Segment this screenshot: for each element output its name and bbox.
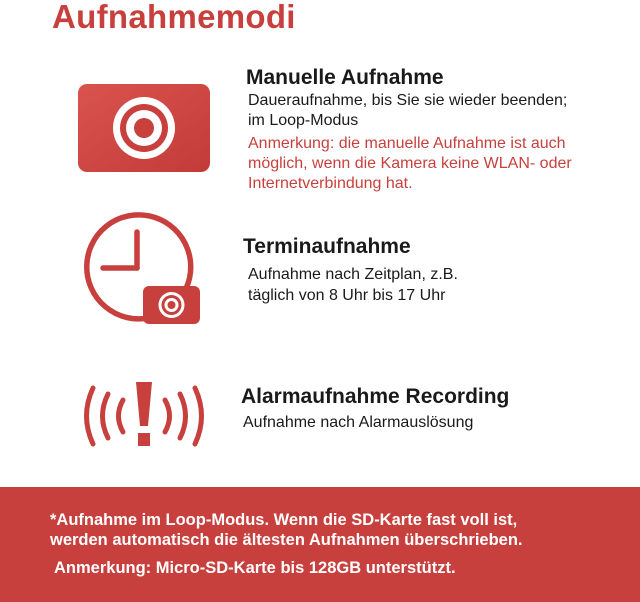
mode-title-schedule: Terminaufnahme bbox=[243, 235, 411, 258]
alarm-icon bbox=[78, 378, 210, 452]
clock-record-icon bbox=[80, 210, 205, 328]
mode-title-manual: Manuelle Aufnahme bbox=[246, 66, 444, 89]
mode-title-alarm: Alarmaufnahme Recording bbox=[241, 385, 510, 408]
loop-mode-banner bbox=[0, 487, 640, 602]
mode-text-manual-line1: Daueraufnahme, bis Sie sie wieder beenden; bbox=[248, 92, 568, 109]
mode-note-manual-line2: möglich, wenn die Kamera keine WLAN- oder bbox=[248, 155, 572, 172]
page-title: Aufnahmemodi bbox=[52, 0, 296, 35]
banner-line-2: werden automatisch die ältesten Aufnahmen überschrieben. bbox=[50, 531, 523, 549]
mode-text-schedule-line1: Aufnahme nach Zeitplan, z.B. bbox=[248, 266, 458, 283]
record-target-icon bbox=[76, 82, 212, 174]
mode-text-manual-line2: im Loop-Modus bbox=[248, 112, 359, 129]
mode-text-schedule-line2: täglich von 8 Uhr bis 17 Uhr bbox=[248, 287, 446, 304]
banner-line-3: Anmerkung: Micro-SD-Karte bis 128GB unterstützt. bbox=[54, 559, 456, 577]
banner-line-1: *Aufnahme im Loop-Modus. Wenn die SD-Karte fast voll ist, bbox=[50, 511, 518, 529]
mode-note-manual-line1: Anmerkung: die manuelle Aufnahme ist auch bbox=[248, 135, 566, 152]
mode-note-manual-line3: Internetverbindung hat. bbox=[248, 175, 413, 192]
mode-text-alarm-line1: Aufnahme nach Alarmauslösung bbox=[243, 414, 474, 431]
